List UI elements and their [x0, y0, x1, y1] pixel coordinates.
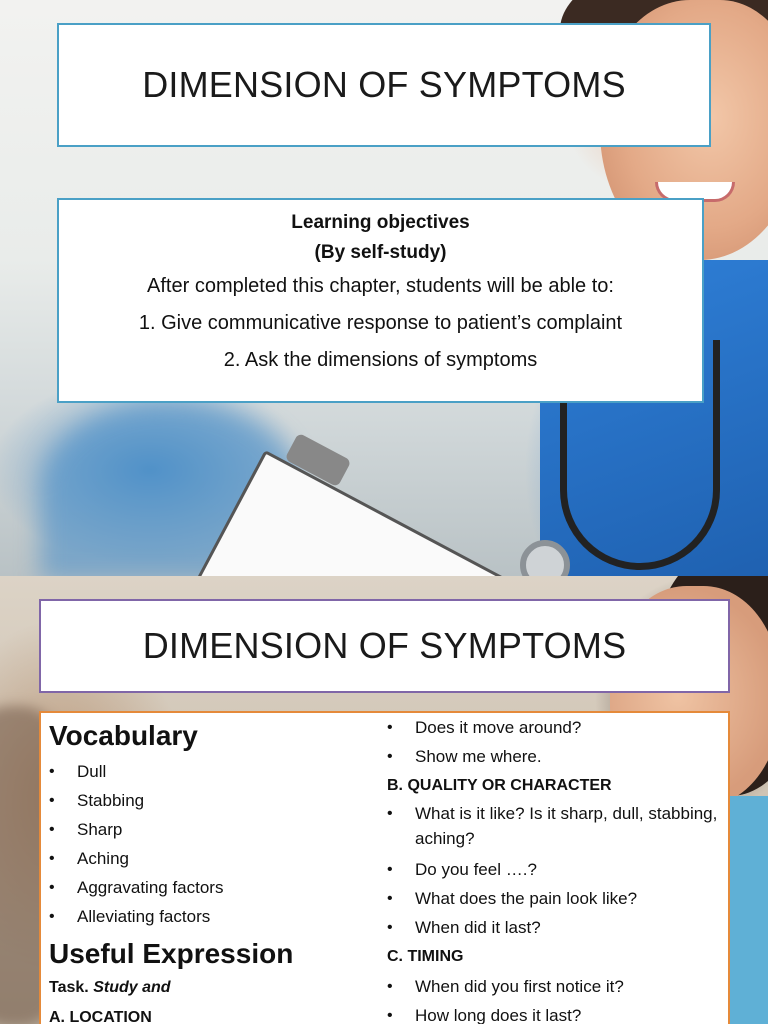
timing-item: • How long does it last?: [387, 1001, 727, 1024]
task-line: [49, 973, 369, 1003]
left-column: [49, 713, 369, 1024]
quality-item: • What is it like? Is it sharp, dull, stabbing, aching?: [387, 801, 727, 855]
vocab-item: • Dull: [49, 757, 369, 786]
objectives-heading: Learning objectives: [291, 212, 470, 233]
objective-item-1: 1. Give communicative response to patient’s complaint: [138, 312, 623, 334]
location-list: [387, 713, 727, 771]
right-column: [387, 713, 727, 1024]
slide-2-title-box: [39, 599, 730, 693]
vocab-item: • Aching: [49, 844, 369, 873]
quality-heading: B. QUALITY OR CHARACTER: [387, 777, 612, 794]
slide-2-content-box: [39, 711, 730, 1024]
quality-list: [387, 801, 727, 942]
objectives-subheading: (By self-study): [314, 242, 447, 263]
vocabulary-heading: Vocabulary: [49, 720, 198, 751]
timing-heading: C. TIMING: [387, 948, 464, 965]
location-heading: A. LOCATION: [49, 1009, 152, 1024]
location-item: • Show me where.: [387, 742, 727, 771]
useful-expression-heading: Useful Expression: [49, 938, 294, 969]
task-label: Task.: [49, 979, 89, 996]
quality-item: • When did it last?: [387, 913, 727, 942]
slide-2-title: DIMENSION OF SYMPTOMS: [142, 625, 627, 666]
timing-item: • When did you first notice it?: [387, 972, 727, 1001]
timing-list: [387, 972, 727, 1024]
quality-item: • Do you feel ….?: [387, 855, 727, 884]
objectives-intro: After completed this chapter, students will be able to:: [147, 275, 614, 297]
slide-1-title: DIMENSION OF SYMPTOMS: [142, 64, 626, 105]
learning-objectives-box: [57, 198, 704, 403]
vocab-item: • Alleviating factors: [49, 902, 369, 931]
objective-item-2: 2. Ask the dimensions of symptoms: [223, 349, 538, 371]
vocab-item: • Aggravating factors: [49, 873, 369, 902]
vocabulary-list: [49, 757, 369, 931]
slide-1-title-box: [57, 23, 711, 147]
task-text: Study and: [93, 979, 171, 996]
location-item: • Does it move around?: [387, 713, 727, 742]
vocab-item: • Stabbing: [49, 786, 369, 815]
vocab-item: • Sharp: [49, 815, 369, 844]
slide-2: [0, 576, 768, 1024]
quality-item: • What does the pain look like?: [387, 884, 727, 913]
